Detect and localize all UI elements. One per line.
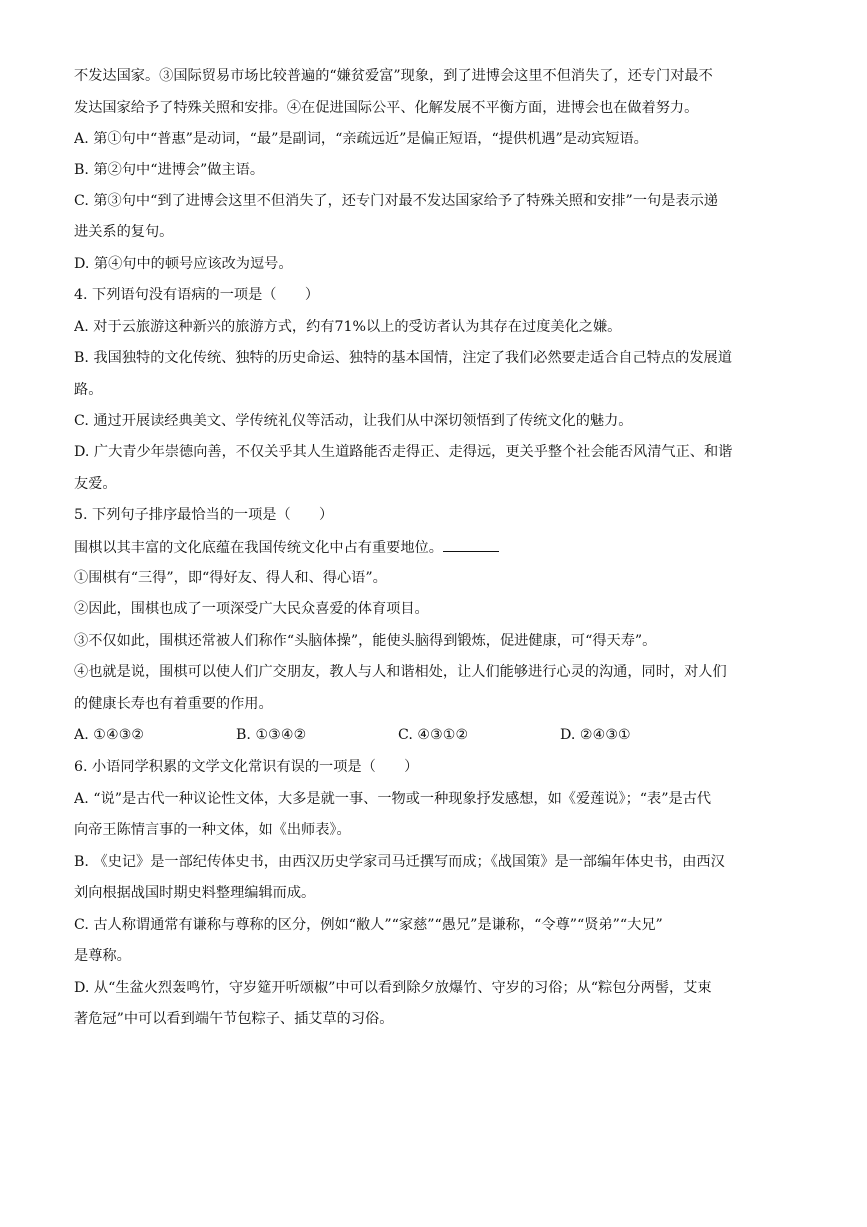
- text-line: 是尊称。: [74, 948, 131, 964]
- option-c: C. 通过开展读经典美文、学传统礼仪等活动，让我们从中深切领悟到了传统文化的魅力。: [74, 413, 633, 429]
- q5-option-b: B. ①③④②: [236, 727, 307, 743]
- option-d: D. 第④句中的顿号应该改为逗号。: [74, 256, 293, 272]
- text-line: 友爱。: [74, 476, 117, 492]
- option-d: D. 广大青少年崇德向善，不仅关乎其人生道路能否走得正、走得远，更关乎整个社会能否风清气正、和谐: [74, 444, 733, 460]
- option-b: B. 我国独特的文化传统、独特的历史命运、独特的基本国情，注定了我们必然要走适合自己特点的发展道: [74, 350, 732, 366]
- option-c: C. 第③句中“到了进博会这里不但消失了，还专门对最不发达国家给予了特殊关照和安排”一句是表示递: [74, 193, 718, 209]
- question-6: 6. 小语同学积累的文学文化常识有误的一项是（ ）: [74, 759, 419, 775]
- option-a: A. “说”是古代一种议论性文体，大多是就一事、一物或一种现象抒发感想，如《爱莲说》；“表”是古代: [74, 791, 712, 807]
- question-5: 5. 下列句子排序最恰当的一项是（ ）: [74, 507, 334, 523]
- option-b: B. 第②句中“进博会”做主语。: [74, 162, 265, 178]
- option-c: C. 古人称谓通常有谦称与尊称的区分，例如“敝人”“家慈”“愚兄”是谦称，“令尊”“贤弟”“大兄”: [74, 917, 663, 933]
- text-line: 著危冠”中可以看到端午节包粽子、插艾草的习俗。: [74, 1011, 394, 1027]
- sentence-1: ①围棋有“三得”，即“得好友、得人和、得心语”。: [74, 570, 387, 586]
- answer-blank: [443, 537, 499, 552]
- stem-line: [74, 537, 794, 557]
- q5-option-c: C. ④③①②: [398, 727, 469, 743]
- text-line: 发达国家给予了特殊关照和安排。④在促进国际公平、化解发展不平衡方面，进博会也在做着努力。: [74, 100, 699, 116]
- text-line: 不发达国家。③国际贸易市场比较普遍的“嫌贫爱富”现象，到了进博会这里不但消失了，还专门对最不: [74, 68, 713, 84]
- q5-option-d: D. ②④③①: [560, 727, 631, 743]
- q5-options-row: [74, 725, 794, 745]
- text-line: 路。: [74, 382, 103, 398]
- option-a: A. 对于云旅游这种新兴的旅游方式，约有71%以上的受访者认为其存在过度美化之嫌。: [74, 319, 622, 335]
- sentence-3: ③不仅如此，围棋还常被人们称作“头脑体操”，能使头脑得到锻炼，促进健康，可“得天寿”。: [74, 633, 657, 649]
- text-line: 的健康长寿也有着重要的作用。: [74, 696, 273, 712]
- sentence-4: ④也就是说，围棋可以使人们广交朋友，教人与人和谐相处，让人们能够进行心灵的沟通，同时，对人们: [74, 664, 727, 680]
- q5-option-a: A. ①④③②: [74, 727, 145, 743]
- option-d: D. 从“生盆火烈轰鸣竹，守岁筵开听颂椒”中可以看到除夕放爆竹、守岁的习俗；从“粽包分两髻，艾束: [74, 980, 712, 996]
- stem-text: 围棋以其丰富的文化底蕴在我国传统文化中占有重要地位。: [74, 540, 443, 556]
- text-line: 刘向根据战国时期史料整理编辑而成。: [74, 885, 316, 901]
- text-line: 向帝王陈情言事的一种文体，如《出师表》。: [74, 822, 351, 838]
- option-a: A. 第①句中“普惠”是动词，“最”是副词，“亲疏远近”是偏正短语，“提供机遇”是动宾短语。: [74, 131, 648, 147]
- sentence-2: ②因此，围棋也成了一项深受广大民众喜爱的体育项目。: [74, 601, 429, 617]
- text-line: 进关系的复句。: [74, 224, 174, 240]
- question-4: 4. 下列语句没有语病的一项是（ ）: [74, 287, 320, 303]
- option-b: B. 《史记》是一部纪传体史书，由西汉历史学家司马迁撰写而成；《战国策》是一部编年体史书，由西汉: [74, 854, 725, 870]
